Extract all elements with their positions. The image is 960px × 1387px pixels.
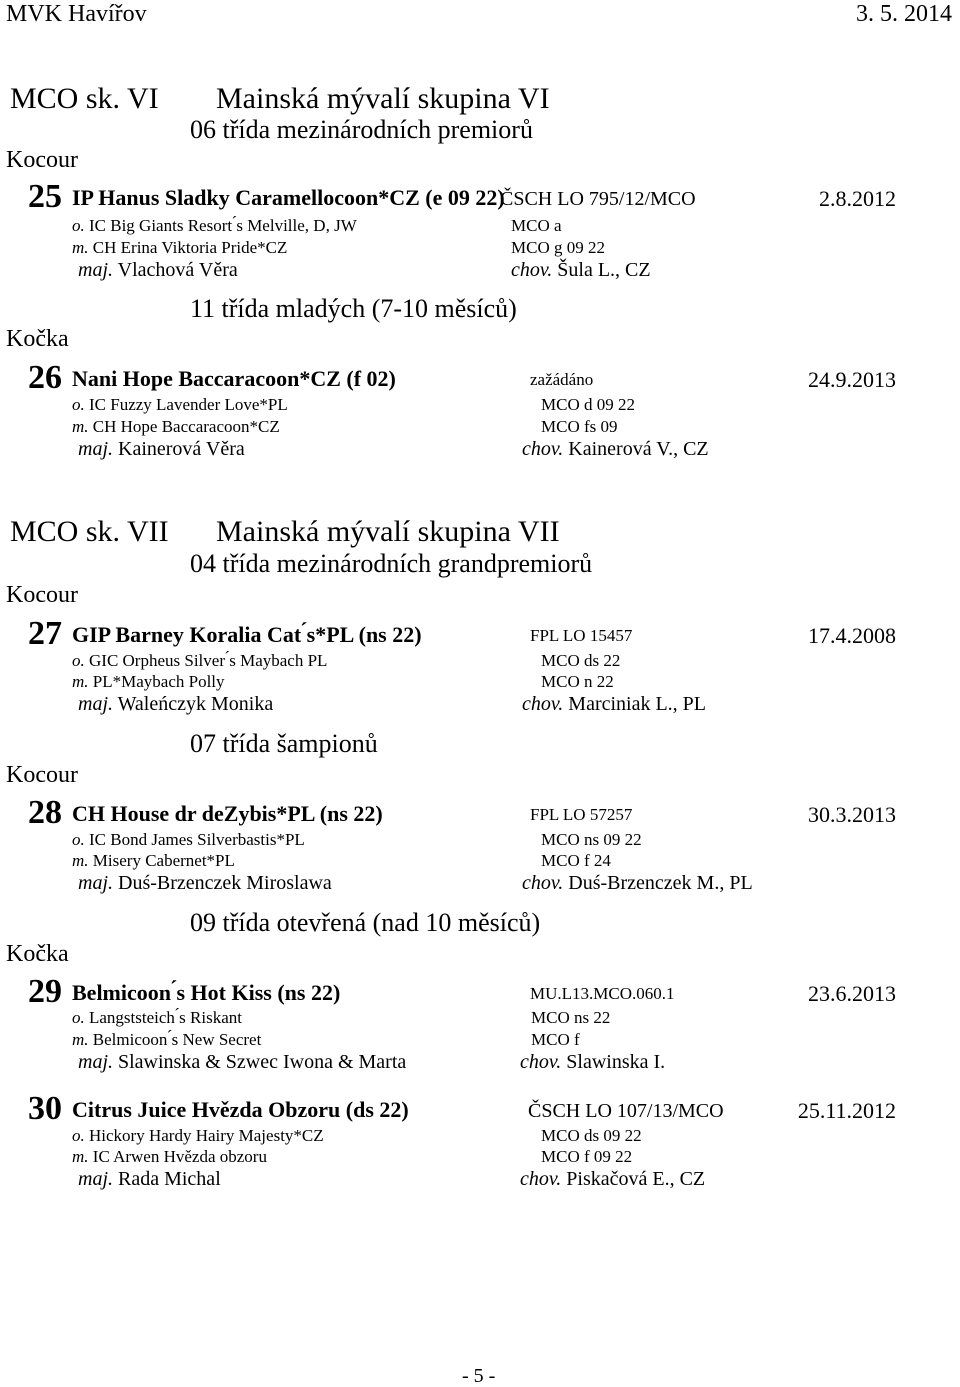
father-ems: MCO a (511, 216, 562, 235)
father-ems: MCO ns 22 (531, 1008, 611, 1027)
breeder-line (511, 260, 651, 280)
breeder-line (522, 694, 706, 714)
entry-number: 29 (28, 973, 62, 1010)
entry-date: 17.4.2008 (808, 623, 896, 648)
entry-name: Citrus Juice Hvězda Obzoru (ds 22) (72, 1097, 409, 1122)
owner-prefix: maj. (78, 693, 113, 715)
entry-registration: FPL LO 15457 (530, 626, 633, 645)
class-title: 11 třída mladých (7-10 měsíců) (190, 294, 517, 323)
entry-number: 27 (28, 615, 62, 652)
father-name: Hickory Hardy Hairy Majesty*CZ (89, 1126, 324, 1145)
gender-label: Kocour (6, 762, 78, 788)
gender-label: Kočka (6, 326, 69, 352)
mother-name: Misery Cabernet*PL (92, 851, 235, 870)
entry-registration: MU.L13.MCO.060.1 (530, 984, 675, 1003)
section-title: Mainská mývalí skupina VII (216, 515, 560, 548)
mother-ems: MCO fs 09 (541, 417, 618, 436)
entry-date: 25.11.2012 (797, 1098, 896, 1123)
mother-prefix: m. (72, 417, 89, 436)
entry-number: 28 (28, 794, 62, 831)
breeder-prefix: chov. (522, 693, 564, 715)
mother-ems: MCO f 09 22 (541, 1147, 633, 1166)
owner-line (78, 260, 238, 280)
breeder-line (520, 1169, 705, 1189)
mother-line (72, 1148, 267, 1165)
page-number: - 5 - (462, 1365, 496, 1387)
breeder-prefix: chov. (522, 438, 564, 460)
father-name: IC Big Giants Resort ́s Melville, D, JW (89, 216, 357, 235)
entry-number: 30 (28, 1090, 62, 1127)
entry-registration: FPL LO 57257 (530, 805, 633, 824)
entry-number: 25 (28, 178, 62, 215)
breeder-name: Piskačová E., CZ (566, 1168, 706, 1190)
section-code: MCO sk. VII (10, 515, 169, 548)
breeder-line (522, 873, 753, 893)
father-line (72, 217, 357, 234)
breeder-prefix: chov. (522, 872, 564, 894)
father-ems: MCO ds 09 22 (541, 1126, 642, 1145)
entry-date: 2.8.2012 (819, 186, 896, 211)
mother-line (72, 418, 280, 435)
breeder-name: Marciniak L., PL (568, 693, 707, 715)
father-line (72, 396, 288, 413)
gender-label: Kočka (6, 941, 69, 967)
owner-line (78, 439, 245, 459)
owner-line (78, 694, 273, 714)
mother-name: PL*Maybach Polly (92, 672, 225, 691)
owner-prefix: maj. (78, 1051, 113, 1073)
mother-line (72, 852, 235, 869)
gender-label: Kocour (6, 582, 78, 608)
owner-line (78, 1052, 406, 1072)
father-ems: MCO ds 22 (541, 651, 621, 670)
section-title: Mainská mývalí skupina VI (216, 82, 550, 115)
father-ems: MCO ns 09 22 (541, 830, 642, 849)
breeder-prefix: chov. (511, 259, 553, 281)
class-title: 06 třída mezinárodních premiorů (190, 115, 533, 144)
mother-name: CH Hope Baccaracoon*CZ (92, 417, 280, 436)
entry-date: 30.3.2013 (808, 802, 896, 827)
owner-prefix: maj. (78, 1168, 113, 1190)
entry-name: CH House dr deZybis*PL (ns 22) (72, 801, 383, 826)
class-title: 04 třída mezinárodních grandpremiorů (190, 549, 593, 578)
mother-prefix: m. (72, 851, 89, 870)
mother-prefix: m. (72, 672, 89, 691)
mother-prefix: m. (72, 238, 89, 257)
header-left: MVK Havířov (6, 1, 147, 27)
mother-ems: MCO f 24 (541, 851, 611, 870)
entry-registration: zažádáno (530, 370, 594, 389)
father-name: IC Fuzzy Lavender Love*PL (89, 395, 288, 414)
owner-name: Waleńczyk Monika (117, 693, 274, 715)
mother-prefix: m. (72, 1147, 89, 1166)
mother-line (72, 673, 225, 690)
mother-prefix: m. (72, 1030, 89, 1049)
father-line (72, 831, 305, 848)
section-code: MCO sk. VI (10, 82, 159, 115)
class-title: 07 třída šampionů (190, 729, 378, 758)
entry-number: 26 (28, 359, 62, 396)
father-ems: MCO d 09 22 (541, 395, 635, 414)
father-prefix: o. (72, 830, 85, 849)
owner-prefix: maj. (78, 438, 113, 460)
father-line (72, 652, 327, 669)
owner-name: Kainerová Věra (118, 438, 245, 460)
entry-name: GIP Barney Koralia Cat ́s*PL (ns 22) (72, 622, 422, 647)
header-right: 3. 5. 2014 (856, 1, 952, 27)
entry-date: 24.9.2013 (808, 367, 896, 392)
father-name: IC Bond James Silverbastis*PL (89, 830, 305, 849)
owner-prefix: maj. (78, 872, 113, 894)
breeder-name: Duś-Brzenczek M., PL (568, 872, 753, 894)
father-prefix: o. (72, 216, 85, 235)
owner-name: Vlachová Věra (117, 259, 238, 281)
entry-date: 23.6.2013 (808, 981, 896, 1006)
breeder-name: Kainerová V., CZ (568, 438, 709, 460)
father-prefix: o. (72, 651, 85, 670)
owner-name: Rada Michal (118, 1168, 221, 1190)
father-line (72, 1127, 324, 1144)
mother-ems: MCO g 09 22 (511, 238, 605, 257)
entry-registration: ČSCH LO 107/13/MCO (528, 1100, 724, 1122)
mother-line (72, 239, 287, 256)
breeder-prefix: chov. (520, 1168, 562, 1190)
mother-line (72, 1031, 261, 1048)
entry-name: Belmicoon ́s Hot Kiss (ns 22) (72, 980, 341, 1005)
entry-name: Nani Hope Baccaracoon*CZ (f 02) (72, 366, 396, 391)
breeder-name: Šula L., CZ (557, 259, 651, 281)
mother-ems: MCO n 22 (541, 672, 614, 691)
breeder-name: Slawinska I. (566, 1051, 666, 1073)
father-line (72, 1009, 242, 1026)
father-name: GIC Orpheus Silver ́s Maybach PL (89, 651, 328, 670)
father-prefix: o. (72, 1008, 85, 1027)
owner-line (78, 873, 332, 893)
owner-prefix: maj. (78, 259, 113, 281)
breeder-line (520, 1052, 665, 1072)
father-prefix: o. (72, 1126, 85, 1145)
owner-line (78, 1169, 221, 1189)
mother-ems: MCO f (531, 1030, 580, 1049)
mother-name: Belmicoon ́s New Secret (92, 1030, 262, 1049)
father-name: Langststeich ́s Riskant (89, 1008, 242, 1027)
gender-label: Kocour (6, 147, 78, 173)
father-prefix: o. (72, 395, 85, 414)
breeder-line (522, 439, 709, 459)
breeder-prefix: chov. (520, 1051, 562, 1073)
mother-name: IC Arwen Hvězda obzoru (92, 1147, 267, 1166)
class-title: 09 třída otevřená (nad 10 měsíců) (190, 908, 541, 937)
mother-name: CH Erina Viktoria Pride*CZ (92, 238, 288, 257)
owner-name: Slawinska & Szwec Iwona & Marta (118, 1051, 407, 1073)
entry-registration: ČSCH LO 795/12/MCO (500, 188, 696, 210)
entry-name: IP Hanus Sladky Caramellocoon*CZ (e 09 22) (72, 185, 505, 210)
owner-name: Duś-Brzenczek Miroslawa (118, 872, 332, 894)
